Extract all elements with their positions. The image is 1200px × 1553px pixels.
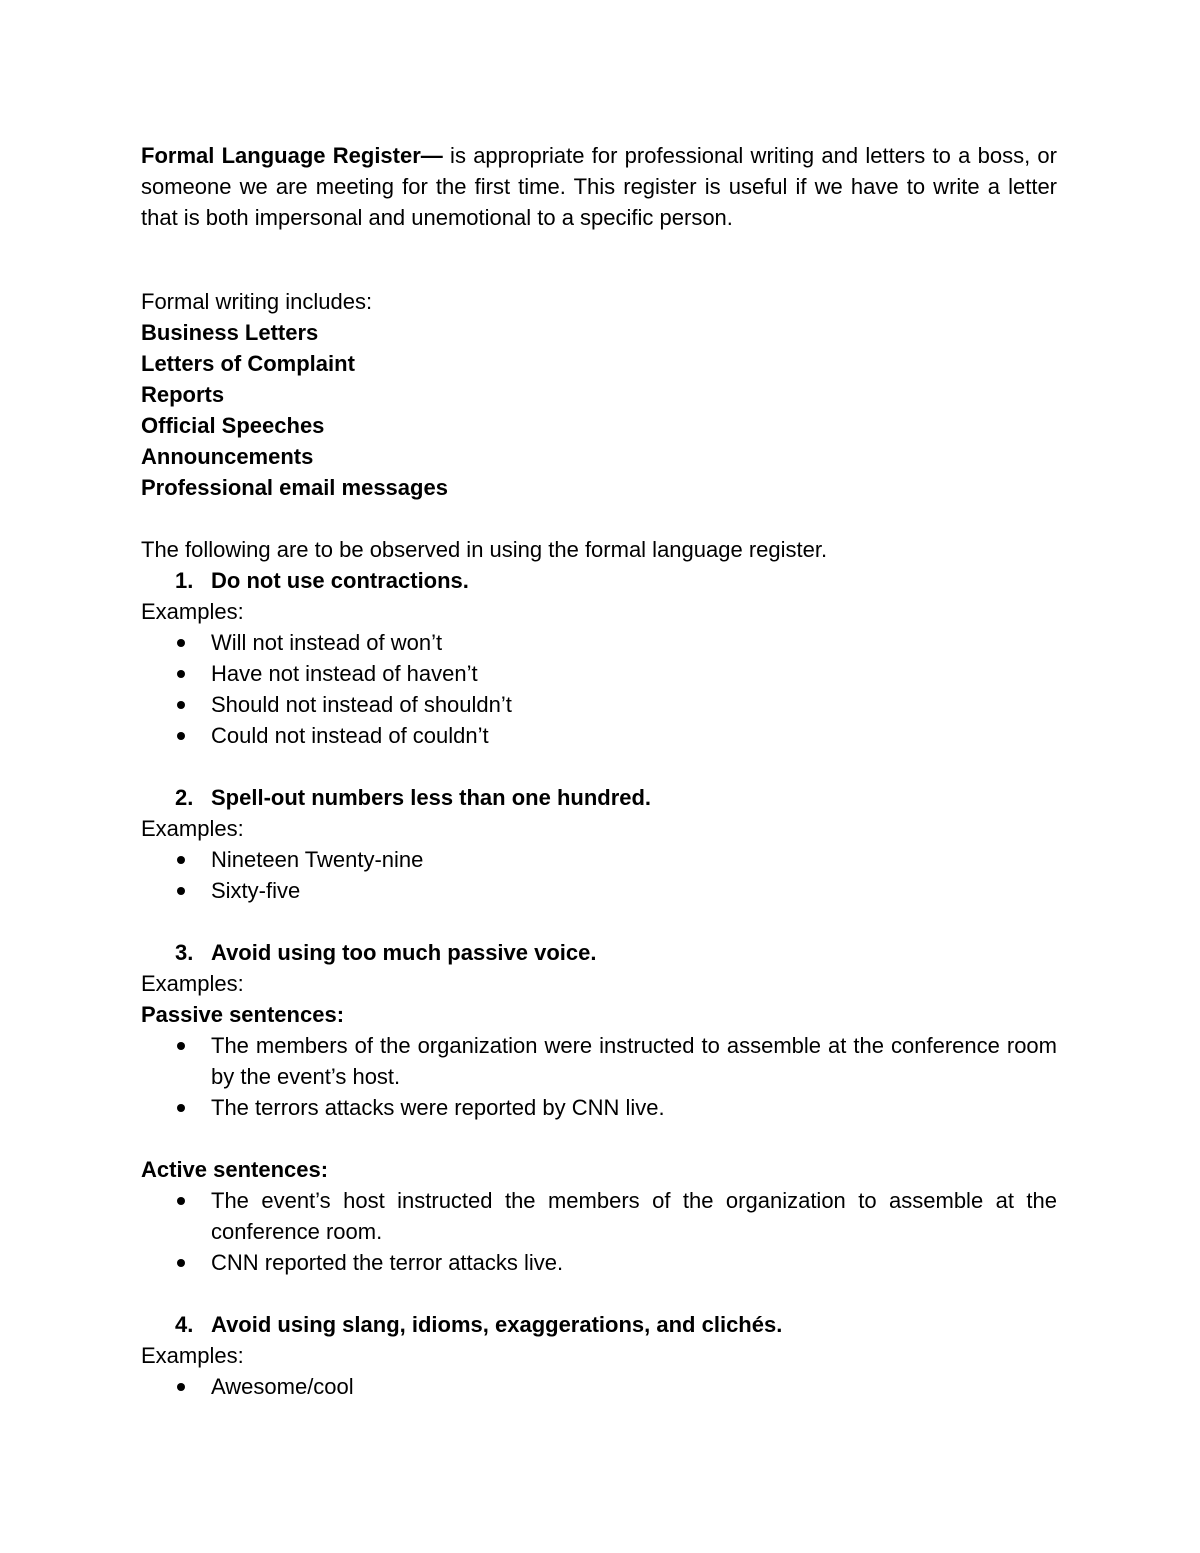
- rule-heading: [141, 1309, 1057, 1340]
- examples-list: [141, 1371, 1057, 1402]
- bullet-icon: [177, 1259, 185, 1267]
- rule-title: Avoid using slang, idioms, exaggerations, and clichés.: [211, 1312, 783, 1337]
- includes-item: Professional email messages: [141, 475, 448, 500]
- list-item: Will not instead of won’t: [141, 627, 1057, 658]
- bullet-icon: [177, 701, 185, 709]
- active-list: [141, 1185, 1057, 1278]
- includes-item: Letters of Complaint: [141, 351, 355, 376]
- list-item: The terrors attacks were reported by CNN live.: [141, 1092, 1057, 1123]
- passive-label: Passive sentences:: [141, 1002, 345, 1027]
- bullet-icon: [177, 1042, 185, 1050]
- rule-number: 3.: [175, 940, 194, 965]
- includes-item: Official Speeches: [141, 413, 325, 438]
- list-item: CNN reported the terror attacks live.: [141, 1247, 1057, 1278]
- bullet-icon: [177, 1383, 185, 1391]
- examples-label: Examples:: [141, 971, 244, 996]
- includes-item: Announcements: [141, 444, 314, 469]
- examples-label: Examples:: [141, 1343, 244, 1368]
- list-item: The event’s host instructed the members of the organization to assemble at the conference room.: [141, 1185, 1057, 1247]
- rule-title: Avoid using too much passive voice.: [211, 940, 597, 965]
- list-item: Should not instead of shouldn’t: [141, 689, 1057, 720]
- rule-title: Do not use contractions.: [211, 568, 469, 593]
- bullet-icon: [177, 670, 185, 678]
- examples-list: [141, 844, 1057, 906]
- passive-list: [141, 1030, 1057, 1123]
- document-page: [141, 140, 1057, 1402]
- rule-title: Spell-out numbers less than one hundred.: [211, 785, 652, 810]
- intro-paragraph: [141, 140, 1057, 233]
- intro-text: is appropriate for professional writing and letters to a boss, or someone we are meeting for the first time. This register is useful if we have to write a letter that is both impersonal and unemotional to a specific person.: [141, 143, 1057, 230]
- rule-number: 1.: [175, 568, 194, 593]
- intro-term: Formal Language Register—: [141, 143, 443, 168]
- active-label: Active sentences:: [141, 1157, 329, 1182]
- includes-heading: Formal writing includes:: [141, 289, 373, 314]
- rule-heading: [141, 565, 1057, 596]
- list-item: The members of the organization were instructed to assemble at the conference room by the event’s host.: [141, 1030, 1057, 1092]
- rules-intro: The following are to be observed in using the formal language register.: [141, 537, 828, 562]
- examples-label: Examples:: [141, 599, 244, 624]
- list-item: Nineteen Twenty-nine: [141, 844, 1057, 875]
- rule-heading: [141, 782, 1057, 813]
- rule-number: 4.: [175, 1312, 194, 1337]
- list-item: Have not instead of haven’t: [141, 658, 1057, 689]
- bullet-icon: [177, 887, 185, 895]
- rule-number: 2.: [175, 785, 194, 810]
- bullet-icon: [177, 639, 185, 647]
- includes-item: Business Letters: [141, 320, 319, 345]
- bullet-icon: [177, 1104, 185, 1112]
- bullet-icon: [177, 856, 185, 864]
- list-item: Sixty-five: [141, 875, 1057, 906]
- bullet-icon: [177, 1197, 185, 1205]
- list-item: Awesome/cool: [141, 1371, 1057, 1402]
- bullet-icon: [177, 732, 185, 740]
- examples-list: [141, 627, 1057, 751]
- examples-label: Examples:: [141, 816, 244, 841]
- includes-item: Reports: [141, 382, 225, 407]
- rule-heading: [141, 937, 1057, 968]
- list-item: Could not instead of couldn’t: [141, 720, 1057, 751]
